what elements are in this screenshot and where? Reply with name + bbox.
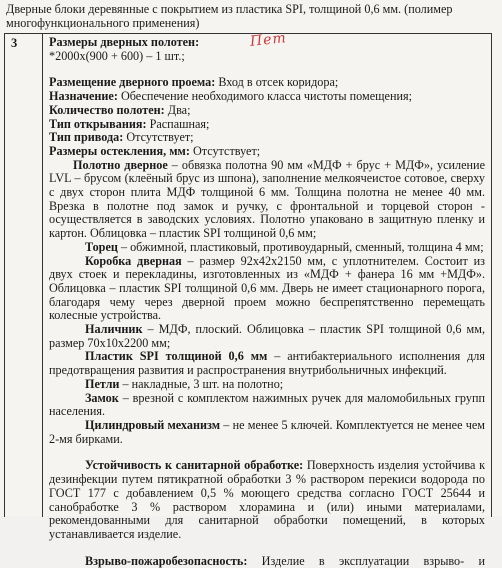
lock-paragraph: Замок – врезной с комплектом нажимных ручек для маломобильных групп населения. <box>49 390 485 419</box>
placement-line: Размещение дверного проема: Вход в отсек коридора; <box>49 75 339 90</box>
drive-type-line: Тип привода: Отсутствует; <box>49 130 194 145</box>
door-box-paragraph: Коробка дверная – размер 92х42х2150 мм, с уплотнителем. Состоит из двух стоек и перекладины, изготовленных из «МДФ + фанера 16 мм +МДФ». Облицовка – пластик SPI толщиной 0,6 мм. Дверь не имеет стационарного порога, благодаря чему через дверной проем можно беспрепятственно перемещать колесные устройства. <box>49 253 485 323</box>
row-number: 3 <box>11 36 18 50</box>
spec-header: Дверные блоки деревянные с покрытием из пластика SPI, толщиной 0,6 мм. (полимер многофункционального применения) <box>6 2 453 30</box>
spec-content <box>49 36 485 568</box>
leaf-count-line: Количество полотен: Два; <box>49 102 191 117</box>
edge-paragraph: Торец – обжимной, пластиковый, противоударный, сменный, толщина 4 мм; <box>85 239 484 254</box>
door-leaf-paragraph: Полотно дверное – обвязка полотна 90 мм «МДФ + брус + МДФ», усиление LVL – брусом (клеёный брус из шпона), заполнение мелкоячеистое сотовое, сверху с двух сторон плита МДФ толщиной 6 мм. Толщина полотна не менее 40 мм. Врезка в полотне под замок и ручку, с фронтальной и торцевой сторон - осуществляется в заводских условиях. Полотно упаковано в защитную пленку и картон. Облицовка – пластик SPI толщиной 0,6 мм; <box>49 157 485 241</box>
spec-table <box>4 30 492 568</box>
fire-safety-line: Взрыво-пожаробезопасность: Изделие в эксплуатации взрыво- и <box>85 553 485 568</box>
cylinder-paragraph: Цилиндровый механизм – не менее 5 ключей. Комплектуется не менее чем 2-мя бирками. <box>49 417 485 446</box>
sanitary-paragraph: Устойчивость к санитарной обработке: Поверхность изделия устойчива к дезинфекции путем пятикратной обработки 3 % раствором перекиси водорода по ГОСТ 177 с добавлением 0,5 % моющего средства согласно ГОСТ 25644 и санобработке 3 % раствором хлорамина и (или) иными материалами, рекомендованными для санитарной обработки помещений, в которых устанавливается изделие. <box>49 458 485 541</box>
glazing-line: Размеры остекления, мм: Отсутствует; <box>49 143 261 158</box>
door-sizes-label: Размеры дверных полотен: <box>49 35 200 49</box>
opening-type-line: Тип открывания: Распашная; <box>49 116 210 131</box>
column-divider <box>42 34 43 517</box>
hinges-paragraph: Петли – накладные, 3 шт. на полотно; <box>85 376 284 391</box>
door-sizes-value: *2000х(900 + 600) – 1 шт.; <box>49 48 185 63</box>
handwritten-signature: Пет <box>249 30 288 50</box>
trim-paragraph: Наличник – МДФ, плоский. Облицовка – пластик SPI толщиной 0,6 мм, размер 70х10х2200 мм; <box>49 322 485 350</box>
purpose-line: Назначение: Обеспечение необходимого класса чистоты помещения; <box>49 89 412 104</box>
plastic-paragraph: Пластик SPI толщиной 0,6 мм – антибактериального исполнения для предотвращения развития и распространения внутрибольничных инфекций. <box>49 349 485 378</box>
